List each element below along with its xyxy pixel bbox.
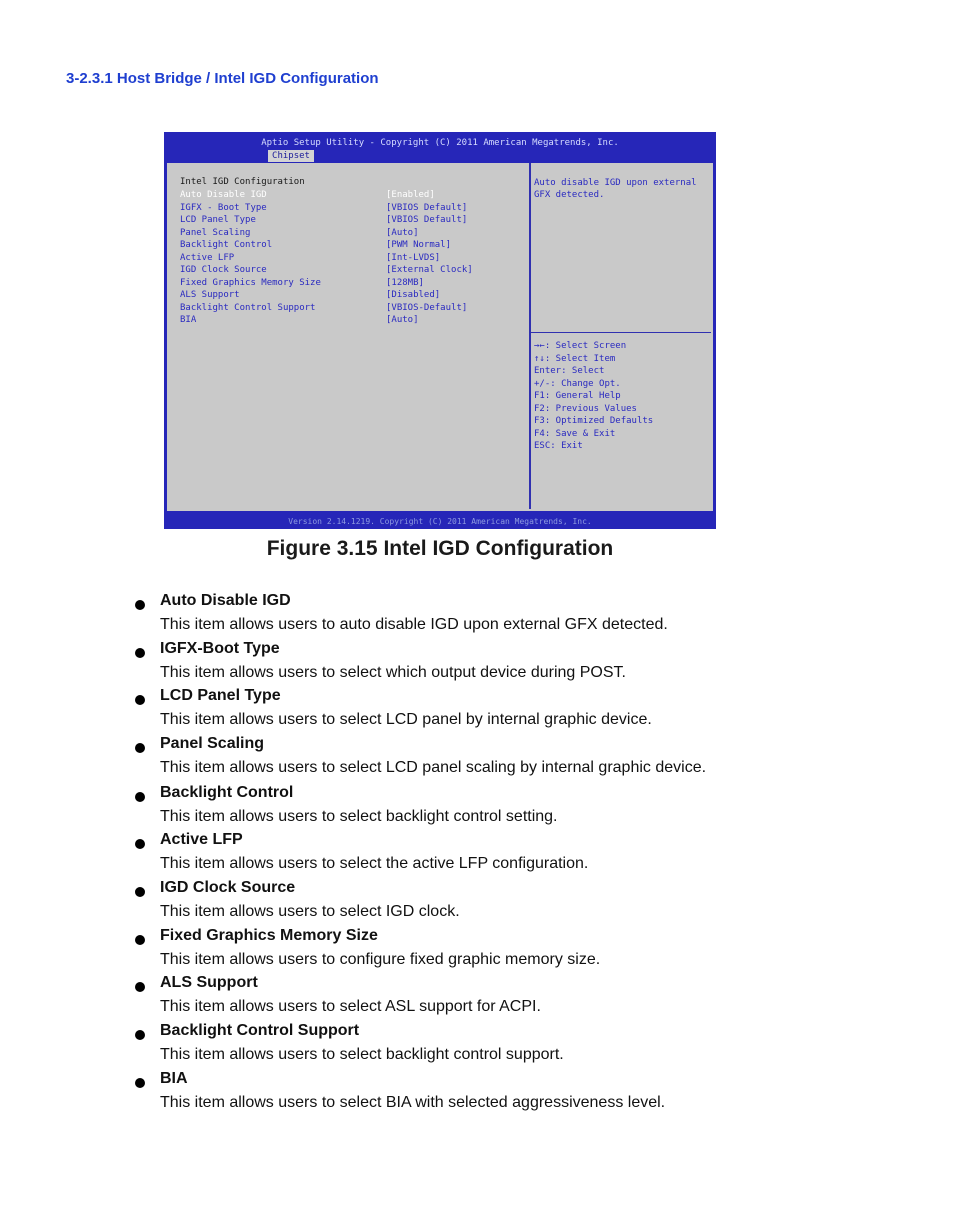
list-item xyxy=(0,784,954,832)
bios-row-value[interactable]: [Disabled] xyxy=(386,290,441,300)
item-title: Fixed Graphics Memory Size xyxy=(160,927,378,944)
bios-screenshot xyxy=(164,132,716,529)
bios-row-value[interactable]: [Auto] xyxy=(386,227,419,238)
item-description: This item allows users to configure fixed graphic memory size. xyxy=(160,951,601,968)
bios-row-lcd-panel-type[interactable] xyxy=(180,215,480,227)
item-title: Panel Scaling xyxy=(160,735,265,752)
bullet-icon xyxy=(135,695,145,705)
item-title: Backlight Control Support xyxy=(160,1022,360,1039)
bios-row-label: Panel Scaling xyxy=(180,227,251,238)
bios-row-value[interactable]: [Auto] xyxy=(386,315,419,325)
item-title: Auto Disable IGD xyxy=(160,592,291,609)
item-description: This item allows users to select LCD panel by internal graphic device. xyxy=(160,711,652,728)
bios-row-panel-scaling[interactable] xyxy=(180,228,480,240)
bios-row-bia[interactable] xyxy=(180,315,480,327)
bullet-icon xyxy=(135,935,145,945)
bios-row-value[interactable]: [VBIOS Default] xyxy=(386,202,468,213)
bios-row-value[interactable]: [External Clock] xyxy=(386,265,473,275)
item-title: BIA xyxy=(160,1070,188,1087)
bios-key-legend xyxy=(534,341,653,454)
bios-row-label: ALS Support xyxy=(180,290,240,300)
list-item xyxy=(0,1022,954,1070)
bios-row-igd-clock-source[interactable] xyxy=(180,265,480,277)
bios-row-backlight-control-support[interactable] xyxy=(180,303,480,315)
bios-row-label: Auto Disable IGD xyxy=(180,190,267,200)
bullet-icon xyxy=(135,1078,145,1088)
list-item xyxy=(0,879,954,927)
item-description: This item allows users to select backlight control support. xyxy=(160,1046,564,1063)
bullet-icon xyxy=(135,887,145,897)
figure-caption: Figure 3.15 Intel IGD Configuration xyxy=(266,537,614,560)
bios-footer: Version 2.14.1219. Copyright (C) 2011 American Megatrends, Inc. xyxy=(288,517,592,526)
item-title: Active LFP xyxy=(160,831,243,848)
bullet-icon xyxy=(135,648,145,658)
item-description: This item allows users to select LCD panel scaling by internal graphic device. xyxy=(160,759,707,776)
bullet-icon xyxy=(135,1030,145,1040)
bios-title: Aptio Setup Utility - Copyright (C) 2011 American Megatrends, Inc. xyxy=(261,138,619,148)
bios-section-title: Intel IGD Configuration xyxy=(180,177,305,187)
item-description: This item allows users to select which output device during POST. xyxy=(160,664,626,681)
item-description: This item allows users to select BIA with selected aggressiveness level. xyxy=(160,1094,666,1111)
bios-header xyxy=(164,132,716,162)
bios-row-label: IGD Clock Source xyxy=(180,265,267,275)
item-description: This item allows users to select backlight control setting. xyxy=(160,808,558,825)
bullet-icon xyxy=(135,743,145,753)
bios-settings-panel xyxy=(167,163,531,509)
bios-key-esc: ESC: Exit xyxy=(534,441,583,451)
bios-row-igfx-boot-type[interactable] xyxy=(180,203,480,215)
bios-key-f4: F4: Save & Exit xyxy=(534,428,616,439)
list-item xyxy=(0,592,954,640)
bios-tab-chipset[interactable]: Chipset xyxy=(268,150,314,162)
item-title: IGFX-Boot Type xyxy=(160,640,280,657)
list-item xyxy=(0,974,954,1022)
bios-row-value[interactable]: [PWM Normal] xyxy=(386,240,452,250)
list-item xyxy=(0,687,954,735)
bios-row-value[interactable]: [VBIOS-Default] xyxy=(386,302,468,313)
bullet-icon xyxy=(135,839,145,849)
bios-row-label: LCD Panel Type xyxy=(180,215,256,225)
bios-row-label: BIA xyxy=(180,315,197,325)
item-title: IGD Clock Source xyxy=(160,879,296,896)
item-description: This item allows users to select IGD clock. xyxy=(160,903,460,920)
item-description: This item allows users to auto disable IGD upon external GFX detected. xyxy=(160,616,668,633)
bios-help-text: Auto disable IGD upon external GFX detected. xyxy=(534,178,697,200)
bios-key-change-opt: +/-: Change Opt. xyxy=(534,378,621,389)
list-item xyxy=(0,831,954,879)
bios-row-value[interactable]: [Enabled] xyxy=(386,190,435,200)
section-heading: 3-2.3.1 Host Bridge / Intel IGD Configuration xyxy=(66,70,379,87)
bios-key-select-item: ↑↓: Select Item xyxy=(534,353,616,364)
item-title: Backlight Control xyxy=(160,784,294,801)
bios-row-value[interactable]: [128MB] xyxy=(386,277,424,288)
bios-row-label: Backlight Control xyxy=(180,240,273,250)
bios-key-f3: F3: Optimized Defaults xyxy=(534,416,654,426)
bullet-icon xyxy=(135,600,145,610)
bios-key-enter: Enter: Select xyxy=(534,366,605,376)
list-item xyxy=(0,927,954,975)
item-description: This item allows users to select the active LFP configuration. xyxy=(160,855,589,872)
bios-row-auto-disable-igd[interactable] xyxy=(180,190,480,202)
bios-key-select-screen: →←: Select Screen xyxy=(534,341,627,351)
item-title: LCD Panel Type xyxy=(160,687,281,704)
bios-row-active-lfp[interactable] xyxy=(180,253,480,265)
bullet-icon xyxy=(135,792,145,802)
bios-row-value[interactable]: [VBIOS Default] xyxy=(386,215,468,225)
item-title: ALS Support xyxy=(160,974,258,991)
list-item xyxy=(0,1070,954,1118)
bios-help-panel xyxy=(531,163,713,509)
bios-key-f2: F2: Previous Values xyxy=(534,403,637,414)
bios-key-f1: F1: General Help xyxy=(534,391,621,401)
bios-row-label: Active LFP xyxy=(180,252,235,263)
bios-row-fixed-graphics-memory-size[interactable] xyxy=(180,278,480,290)
list-item xyxy=(0,735,954,783)
bios-row-value[interactable]: [Int-LVDS] xyxy=(386,252,441,263)
list-item xyxy=(0,640,954,688)
bios-body xyxy=(166,162,714,512)
bios-row-als-support[interactable] xyxy=(180,290,480,302)
bios-help-divider xyxy=(531,332,711,333)
bios-row-backlight-control[interactable] xyxy=(180,240,480,252)
bullet-icon xyxy=(135,982,145,992)
item-description: This item allows users to select ASL support for ACPI. xyxy=(160,998,541,1015)
bios-row-label: Fixed Graphics Memory Size xyxy=(180,277,321,288)
bios-row-label: Backlight Control Support xyxy=(180,302,316,313)
bios-row-label: IGFX - Boot Type xyxy=(180,202,267,213)
